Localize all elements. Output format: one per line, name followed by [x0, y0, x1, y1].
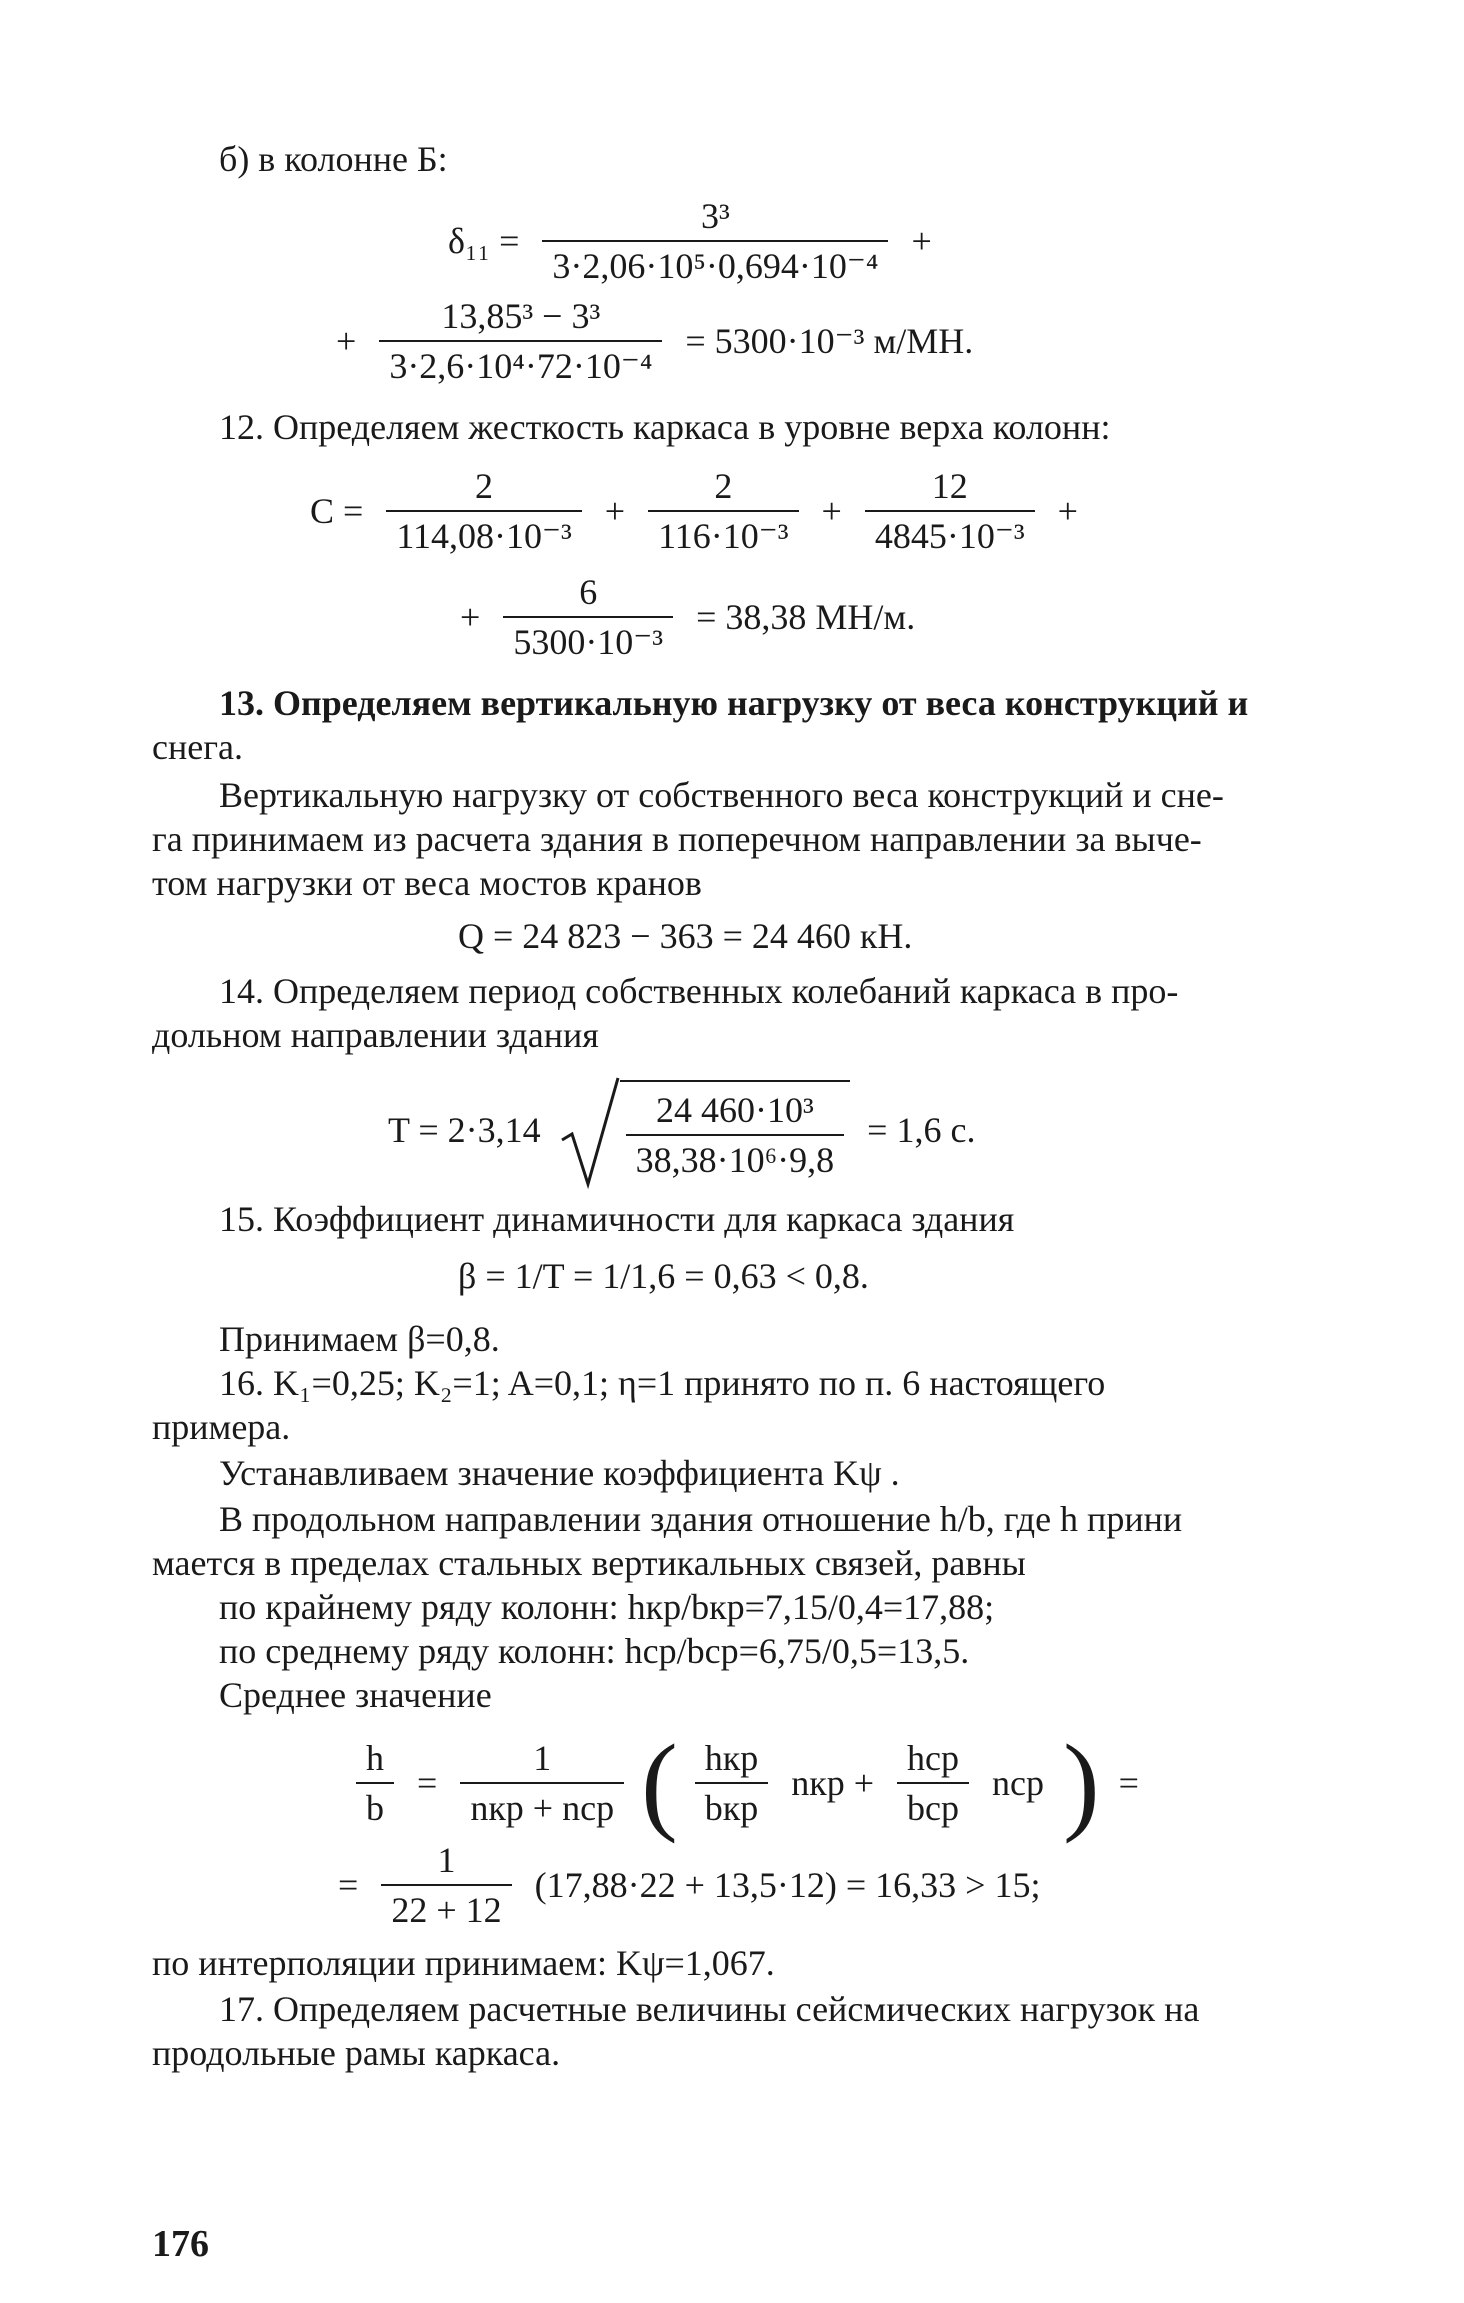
equation-beta: β = 1/T = 1/1,6 = 0,63 < 0,8.	[458, 1256, 869, 1296]
equation-delta11	[440, 196, 940, 286]
eq-lhs: C =	[310, 491, 364, 531]
eq-result: = 1,6 с.	[867, 1110, 976, 1150]
radicand	[620, 1080, 851, 1180]
fraction	[381, 1840, 511, 1930]
numerator: 3³	[542, 196, 888, 242]
numerator: h	[356, 1738, 394, 1784]
plus-sign: +	[821, 491, 842, 531]
text-line: В продольном направлении здания отношение h/b, где h прини	[219, 1499, 1183, 1539]
numerator: 1	[381, 1840, 511, 1886]
radical-sign-icon	[558, 1074, 620, 1192]
denominator: 3·2,6·10⁴·72·10⁻⁴	[389, 346, 653, 386]
eq-lhs: T = 2·3,14	[388, 1110, 541, 1150]
left-paren: (	[641, 1722, 678, 1844]
text-line: дольном направлении здания	[152, 1015, 599, 1055]
numerator: 2	[386, 466, 581, 512]
plus-sign: +	[1057, 491, 1078, 531]
page-number: 176	[152, 2223, 209, 2265]
text-line: примера.	[152, 1407, 291, 1447]
multiplier: nср	[992, 1763, 1044, 1803]
text-line: 13. Определяем вертикальную нагрузку от веса конструкций и	[219, 683, 1249, 723]
eq-lhs: δ₁₁ =	[448, 221, 520, 261]
numerator: 1	[460, 1738, 624, 1784]
fraction	[542, 196, 888, 286]
fraction	[897, 1738, 969, 1828]
numerator: 2	[648, 466, 798, 512]
numerator: 6	[503, 572, 673, 618]
numerator: 12	[865, 466, 1035, 512]
text-line: продольные рамы каркаса.	[152, 2033, 561, 2073]
eq-result: (17,88·22 + 13,5·12) = 16,33 > 15;	[534, 1865, 1041, 1905]
text-line: по интерполяции принимаем: Kψ=1,067.	[152, 1943, 775, 1983]
text-line: Вертикальную нагрузку от собственного веса конструкций и сне-	[219, 775, 1224, 815]
text-line: по среднему ряду колонн: hср/bср=6,75/0,5=13,5.	[219, 1631, 970, 1671]
text-line: б) в колонне Б:	[219, 139, 448, 179]
plus-sign: +	[336, 321, 357, 361]
equation-t	[380, 1080, 983, 1180]
text-line: 12. Определяем жесткость каркаса в уровне верха колонн:	[219, 407, 1111, 447]
eq-result: = 38,38 МН/м.	[696, 597, 916, 637]
numerator: hкр	[695, 1738, 769, 1784]
square-root	[558, 1080, 851, 1180]
text-line: снега.	[152, 727, 243, 767]
equation-c	[302, 466, 1086, 556]
text-line: 17. Определяем расчетные величины сейсмических нагрузок на	[219, 1989, 1200, 2029]
fraction	[379, 296, 662, 386]
denominator: 116·10⁻³	[658, 516, 789, 556]
text-line: по крайнему ряду колонн: hкр/bкр=7,15/0,4=17,88;	[219, 1587, 995, 1627]
denominator: bср	[907, 1788, 960, 1828]
equation-hb	[350, 1722, 1147, 1844]
fraction	[460, 1738, 624, 1828]
denominator: 5300·10⁻³	[513, 622, 664, 662]
denominator: bкр	[704, 1788, 759, 1828]
multiplier: nкр +	[791, 1763, 875, 1803]
fraction	[356, 1738, 394, 1828]
fraction	[386, 466, 581, 556]
text-line: том нагрузки от веса мостов кранов	[152, 863, 702, 903]
denominator: b	[366, 1788, 384, 1828]
fraction	[695, 1738, 769, 1828]
text-line: Среднее значение	[219, 1675, 492, 1715]
fraction	[626, 1090, 845, 1180]
equals-sign: =	[338, 1865, 359, 1905]
equals-sign: =	[1118, 1763, 1139, 1803]
plus-sign: +	[460, 597, 481, 637]
text-line: мается в пределах стальных вертикальных связей, равны	[152, 1543, 1026, 1583]
text-line: Устанавливаем значение коэффициента Kψ .	[219, 1453, 900, 1493]
equation-c-cont	[452, 572, 923, 662]
numerator: 13,85³ − 3³	[379, 296, 662, 342]
right-paren: )	[1063, 1722, 1100, 1844]
denominator: 3·2,06·10⁵·0,694·10⁻⁴	[552, 246, 879, 286]
text-line: га принимаем из расчета здания в поперечном направлении за выче-	[152, 819, 1202, 859]
denominator: 22 + 12	[391, 1890, 502, 1930]
text-line: 14. Определяем период собственных колебаний каркаса в про-	[219, 971, 1179, 1011]
denominator: 38,38·10⁶·9,8	[635, 1140, 835, 1180]
fraction	[503, 572, 673, 662]
equals-sign: =	[417, 1763, 438, 1803]
numerator: 24 460·10³	[626, 1090, 845, 1136]
numerator: hср	[897, 1738, 969, 1784]
denominator: 4845·10⁻³	[874, 516, 1025, 556]
fraction	[648, 466, 798, 556]
equation-hb-cont	[330, 1840, 1049, 1930]
plus-sign: +	[604, 491, 626, 531]
equation-delta11-cont	[328, 296, 981, 386]
text-line: 15. Коэффициент динамичности для каркаса здания	[219, 1199, 1015, 1239]
plus-sign: +	[911, 221, 932, 261]
equation-q: Q = 24 823 − 363 = 24 460 кН.	[458, 916, 913, 956]
fraction	[865, 466, 1035, 556]
text-line: 16. K₁=0,25; K₂=1; A=0,1; η=1 принято по п. 6 настоящего	[219, 1363, 1106, 1403]
denominator: 114,08·10⁻³	[396, 516, 572, 556]
denominator: nкр + nср	[470, 1788, 615, 1828]
eq-result: = 5300·10⁻³ м/МН.	[685, 321, 974, 361]
text-line: Принимаем β=0,8.	[219, 1319, 500, 1359]
